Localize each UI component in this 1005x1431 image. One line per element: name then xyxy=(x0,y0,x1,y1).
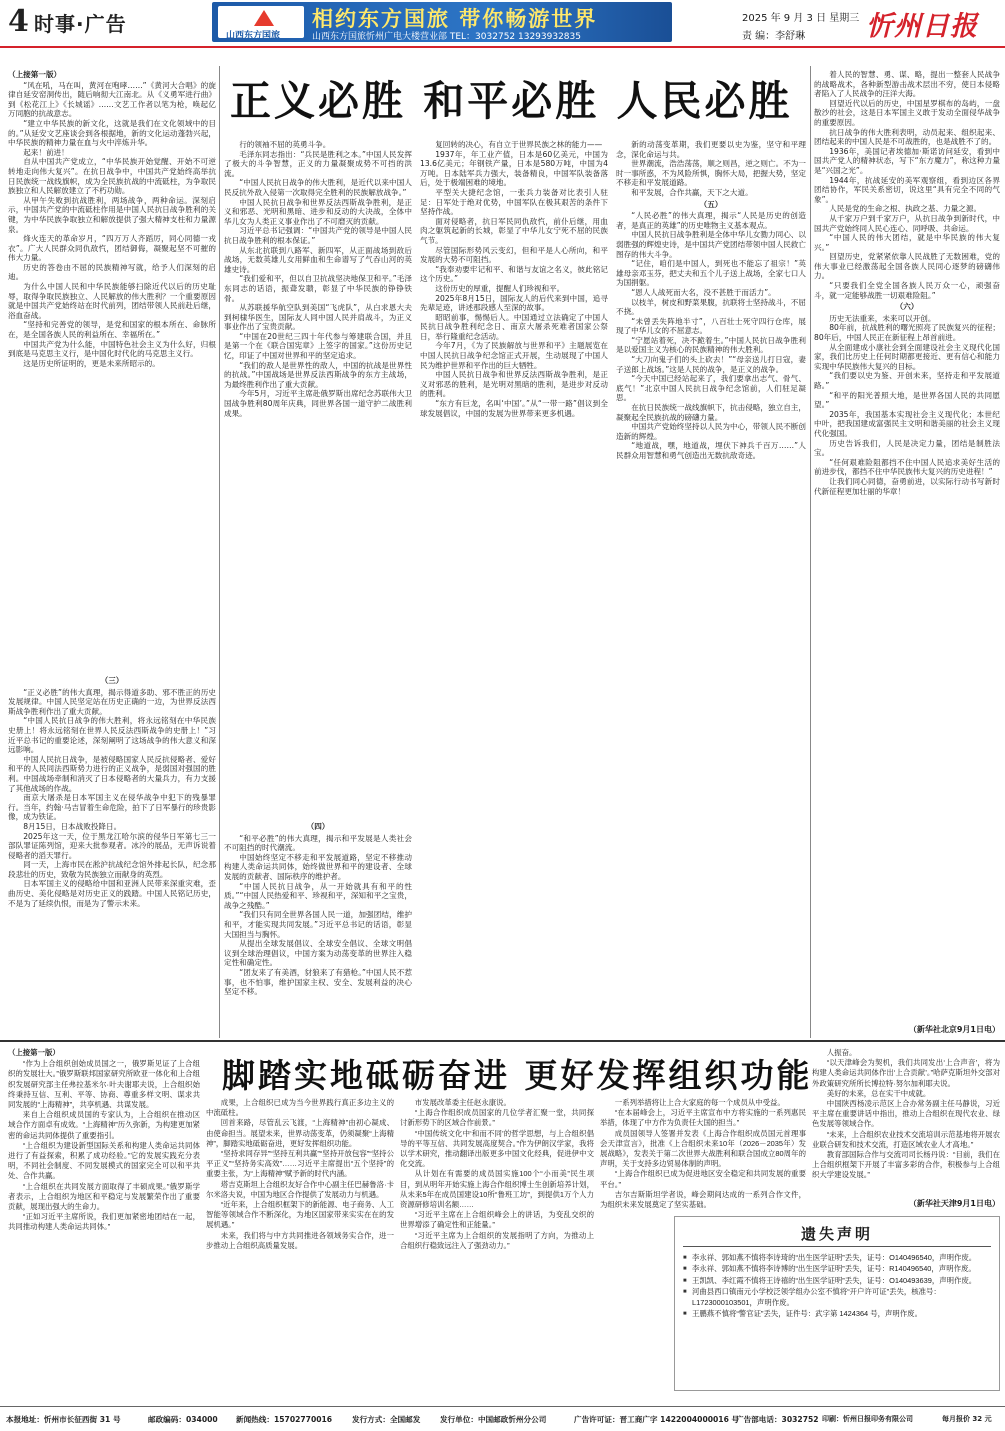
article-column-7 xyxy=(814,70,1000,1022)
paragraph: “正如习近平主席所说，我们更加紧密地团结在一起，共同推动构建人类命运共同体。” xyxy=(8,1212,200,1232)
paragraph: 世界潮流，浩浩荡荡，顺之则昌，逆之则亡。不为一时一事所惑，不为风险所惧，胸怀大局，把握大势，坚定不移走和平发展道路。 xyxy=(616,159,806,188)
article-column-1 xyxy=(8,1048,200,1404)
paragraph: 80年前，抗战胜利的曙光照亮了民族复兴的征程；80年后，中国人民正在新征程上昂首前进。 xyxy=(814,323,1000,343)
paragraph: 同一天，上海市民在淞沪抗战纪念馆外排起长队，纪念那段悲壮的历史，致敬为民族独立而献身的英烈。 xyxy=(8,860,216,879)
paragraph: 来自上合组织成员国的专家认为，上合组织在推动区域合作方面卓有成效。“上海精神”历久弥新，为构建更加紧密的命运共同体提供了重要指引。 xyxy=(8,1110,200,1140)
paragraph: 昭昭前事，惕惕后人。中国通过立法确定了中国人民抗日战争胜利纪念日、南京大屠杀死难者国家公祭日，举行隆重纪念活动。 xyxy=(420,312,608,341)
notice-item: ■ 河曲县西口镇南元小学校泛领学组办公室不慎将“开户许可证”丢失，核准号：L1723000103501，声明作废。 xyxy=(683,1287,993,1308)
footer-price: 每月报价 32 元 xyxy=(942,1415,992,1423)
paragraph: “记住，咱们是中国人，到死也不能忘了祖宗！”英雄母亲邓玉芬，把丈夫和五个儿子送上战场，全家七口人为国捐躯。 xyxy=(616,259,806,288)
notice-item: ■ 李永祥、郭如燕不慎将李诗琦的“出生医学证明”丢失，证号：O140496540，声明作废。 xyxy=(683,1253,993,1263)
paragraph: 市发展改革委主任赵永康说。 xyxy=(414,1098,511,1107)
paragraph: “风在吼，马在叫，黄河在咆哮……”《黄河大合唱》的旋律自延安窑洞传出，随后响彻大江南北。从《义勇军进行曲》到《松花江上》《长城谣》……文艺工作者以笔为枪，唤起亿万同胞的抗战意志。 xyxy=(8,80,216,119)
section-number: （五） xyxy=(699,199,723,209)
paragraph: “未来，上合组织农业技术交流培训示范基地将开展农业联合研发和技术交流，打造区域农业人才高地。” xyxy=(812,1129,1000,1149)
paragraph: “我们只有同全世界各国人民一道，加强团结，维护和平，才能实现共同发展。”习近平总书记的话语，彰显大国担当与胸怀。 xyxy=(224,910,412,939)
paragraph: 吉尔吉斯斯坦学者说，峰会期间达成的一系列合作文件，为组织未来发展奠定了坚实基础。 xyxy=(600,1189,806,1210)
column-rule xyxy=(810,66,811,1038)
paragraph: “作为上合组织创始成员国之一，俄罗斯见证了上合组织的发展壮大。”俄罗斯联邦国家研究所欧亚一体化和上合组织发展研究部主任弗拉基米尔·叶夫谢耶夫说，上合组织始终秉持互信、互利、平等、协商、尊重多样文明、谋求共同发展的“上海精神”，共享机遇、共谋发展。 xyxy=(8,1059,200,1110)
paragraph: 以枝羊，树皮和野菜果腹，抗联将士坚持战斗，不屈不挠。 xyxy=(616,297,806,317)
paragraph: “坚持和完善党的领导，是党和国家的根本所在、命脉所在，是全国各族人民的利益所在、幸福所在。” xyxy=(8,320,216,340)
lost-notice-box xyxy=(674,1216,1000,1391)
ad-contact: 山西东方国旅忻州广电大楼营业部 TEL：3032752 13293932835 xyxy=(312,32,581,42)
notice-item: ■ 王凯凯、李红霞不慎将王诗禧的“出生医学证明”丢失，证号：O140493639，声明作废。 xyxy=(683,1276,993,1286)
paragraph: 塔吉克斯坦上合组织友好合作中心副主任巴赫鲁洛·卡尔米洛夫说，中国为地区合作提供了发展动力与机遇。 xyxy=(206,1179,394,1199)
footer-news-phone: 新闻热线：15702770016 xyxy=(236,1415,333,1424)
issue-date: 2025 年 9 月 3 日 星期三 xyxy=(742,13,860,24)
notice-rule xyxy=(683,1246,991,1247)
column-text xyxy=(8,1059,200,1232)
paragraph: 行的领袖不屈的英勇斗争。 xyxy=(239,140,331,149)
paragraph: 2035年，我国基本实现社会主义现代化；本世纪中叶，把我国建成富强民主文明和谐美丽的社会主义现代化强国。 xyxy=(814,409,1000,438)
article-headline: 正义必胜 和平必胜 人民必胜 xyxy=(230,77,793,125)
paragraph: 中国人民抗日战争，是被侵略国家人民反抗侵略者、爱好和平的人民同法西斯势力进行的正义战争，是弱国对强国的胜利。中国战场牵制和消灭了日本侵略者的大量兵力，有力支援了其他战场的作战。 xyxy=(8,754,216,793)
paragraph: “上合组织为建设新型国际关系和构建人类命运共同体进行了有益探索，积累了成功经验。”它的发展实践充分表明，不同社会制度、不同发展模式的国家完全可以和平共处、合作共赢。 xyxy=(8,1140,200,1181)
column-text xyxy=(812,1048,1000,1181)
paragraph: 从东北抗联到八路军、新四军，从正面战场到敌后战场，无数英雄儿女用鲜血和生命谱写了气吞山河的英雄史诗。 xyxy=(224,245,412,274)
column-text xyxy=(600,1098,806,1210)
paragraph: 中国人民抗日战争胜利是全体中华儿女勠力同心、以弱胜强的辉煌史诗，是中国共产党团结带领中国人民救亡图存的伟大斗争。 xyxy=(616,230,806,259)
paragraph: “中国人民抗日战争的伟大胜利，是近代以来中国人民反抗外敌入侵第一次取得完全胜利的民族解放战争。” xyxy=(224,178,412,197)
paragraph: “我们要以史为鉴、开创未来，坚持走和平发展道路。” xyxy=(814,371,1000,390)
paragraph: 让我们同心同德，奋勇前进，以实际行动书写新时代新征程更加壮丽的华章！ xyxy=(814,476,1000,496)
article-column-5 xyxy=(420,140,608,1036)
paragraph: 中国共产党为什么能，中国特色社会主义为什么好，归根到底是马克思主义行，是中国化时代化的马克思主义行。 xyxy=(8,339,216,359)
article-column-4 xyxy=(224,820,412,1036)
header-rule xyxy=(0,46,1005,48)
article-headline: 脚踏实地砥砺奋进 更好发挥组织功能 xyxy=(222,1056,813,1095)
footer-ad-phone: 广告部电话：3032752 xyxy=(736,1415,819,1424)
paragraph: 从甲午失败到抗战胜利，两场战争，两种命运。深刻启示，中国共产党的中流砥柱作用是中国人民抗日战争胜利的关键，为中华民族争取独立和解放提供了强大精神支柱和力量源泉。 xyxy=(8,195,216,234)
paragraph: 未来，我们将与中方共同推进各领域务实合作，进一步推动上合组织高质量发展。 xyxy=(206,1230,394,1250)
paragraph: 成果，上合组织已成为当今世界践行真正多边主义的中流砥柱。 xyxy=(206,1098,394,1118)
ad-logo xyxy=(218,6,304,41)
paragraph: 起来！前进！ xyxy=(23,147,69,157)
paragraph: “中国传统文化中‘和而不同’的哲学思想，与上合组织倡导的平等互信、共同发展高度契合。”作为伊朗汉学家，我将以学术研究，推动翻译出版更多中国文化经典，促进伊中文化交流。 xyxy=(400,1128,594,1169)
paragraph: 中国陕西杨凌示范区上合办常务副主任马静说，习近平主席在重要讲话中指出，推动上合组织在现代农业、绿色发展等领域合作。 xyxy=(812,1099,1000,1129)
paragraph: 复回转的决心，有自立于世界民族之林的能力—— xyxy=(435,140,603,149)
paragraph: 回首来路，尽管乱云飞渡，“上海精神”由初心凝成、由使命担当。展望未来，世界动荡变革，仍须凝聚“上海精神”，脚踏实地砥砺奋进，更好发挥组织功能。 xyxy=(206,1118,394,1148)
paragraph: 8月15日，日本战败投降日。 xyxy=(23,821,122,831)
page-number: 4 xyxy=(8,4,29,39)
paragraph: 回望近代以后的历史，中国星罗棋布的岛屿，一盘散沙的社会，这是日本军国主义敢于发动全面侵华战争的重要原因。 xyxy=(814,98,1000,127)
column-text xyxy=(400,1098,594,1251)
paragraph: 抗日战争的伟大胜利表明，动员起来、组织起来、团结起来的中国人民是不可战胜的，也是战胜不了的。 xyxy=(814,127,1000,147)
paragraph: 和平发展，合作共赢，天下之大道。 xyxy=(631,187,753,197)
article-column-2 xyxy=(8,674,216,1036)
paragraph: 尽管国际形势风云变幻，但和平是人心所向，和平发展的大势不可阻挡。 xyxy=(420,245,608,265)
paragraph: 1944年，抗战延安的美军观察组，看到边区各界团结协作，军民关系密切，说这里“具有完全不同的气象”。 xyxy=(814,175,1000,204)
paragraph: 新的动荡变革期，我们更要以史为鉴，坚守和平理念，深化命运与共。 xyxy=(616,140,806,159)
paragraph: “我们爱和平，但以自卫抗战坚决地保卫和平。”毛泽东同志的话语，振聋发聩，彰显了中华民族的铮铮铁骨。 xyxy=(224,274,412,303)
paragraph: “我们的敌人是世界性的敌人，中国的抗战是世界性的抗战。”中国战场是世界反法西斯战争的东方主战场，为最终胜利作出了重大贡献。 xyxy=(224,360,412,389)
footer-address: 本报地址：忻州市长征西街 31 号 xyxy=(6,1415,121,1424)
paragraph: “习近平主席为上合组织的发展指明了方向，为推动上合组织行稳致远注入了强劲动力。” xyxy=(400,1230,594,1250)
paragraph: “习近平主席在上合组织峰会上的讲话，为变乱交织的世界增添了确定性和正能量。” xyxy=(400,1210,594,1230)
section-divider xyxy=(0,1040,1005,1042)
footer-ad-license: 广告许可证：晋工商广字 1422004000016 号 xyxy=(574,1415,740,1424)
paragraph: 从千家万户到千家万户，从抗日战争到新时代，中国共产党始终同人民心连心、同呼吸、共命运。 xyxy=(814,213,1000,233)
paragraph: 从苏联援华航空队到美国“飞虎队”，从白求恩大夫到柯棣华医生，国际友人同中国人民并肩战斗，为正义事业作出了宝贵贡献。 xyxy=(224,303,412,332)
paragraph: “东方有巨龙，名叫‘中国’。”从“一带一路”倡议到全球发展倡议，中国的发展为世界带来更多机遇。 xyxy=(420,399,608,418)
travel-logo-icon xyxy=(254,10,274,26)
section-name: 时事·广告 xyxy=(34,12,127,36)
paragraph: “人民必胜”的伟大真理，揭示“人民是历史的创造者，是真正的英雄”的历史唯物主义基本观点。 xyxy=(616,211,806,230)
paragraph: 人民是党的生命之根、执政之基、力量之源。 xyxy=(829,204,982,214)
paragraph: 日本军国主义的侵略给中国和亚洲人民带来深重灾难，歪曲历史、美化侵略是对历史正义的践踏。中国人民铭记历史，不是为了延续仇恨，而是为了警示未来。 xyxy=(8,879,216,908)
section-number: （三） xyxy=(100,676,124,685)
article-column-5 xyxy=(812,1048,1000,1208)
article-column-1 xyxy=(8,70,216,670)
paragraph: 中国共产党始终坚持以人民为中心，带领人民不断创造新的辉煌。 xyxy=(616,422,806,441)
footer xyxy=(0,1408,1005,1430)
footer-postcode: 邮政编码：034000 xyxy=(148,1415,218,1424)
paragraph: “地道战，嘿，地道战，埋伏下神兵千百万……”人民群众用智慧和勇气创造出无数抗敌奇迹。 xyxy=(616,441,806,460)
paragraph: “和平必胜”的伟大真理，揭示和平发展是人类社会不可阻挡的时代潮流。 xyxy=(224,833,412,853)
paragraph: 面对侵略者，抗日军民同仇敌忾，前仆后继，用血肉之躯筑起新的长城，彰显了中华儿女宁死不屈的民族气节。 xyxy=(420,216,608,245)
paragraph: “上海合作组织已成为促进地区安全稳定和共同发展的重要平台。” xyxy=(600,1169,806,1189)
paragraph: 今年7月，《为了民族解放与世界和平》主题展览在中国人民抗日战争纪念馆正式开展，生动展现了中国人民为维护世界和平作出的巨大牺牲。 xyxy=(420,341,608,370)
paragraph: 1936年，美国记者埃德加·斯诺访问延安，看到中国共产党人的精神状态，写下“东方魔力”，称这种力量是“兴国之光”。 xyxy=(814,146,1000,175)
paragraph: 教育部国际合作与交流司司长杨丹说：“目前，我们在上合组织框架下开展了丰富多彩的合作，积极参与上合组织大学建设发展。” xyxy=(812,1150,1000,1180)
paragraph: 这份历史的厚重，提醒人们珍视和平。 xyxy=(435,283,565,293)
paragraph: “坚持求同存异”“坚持互利共赢”“坚持开放包容”“坚持公平正义”“坚持务实高效”……习近平主席提出“五个坚持”的重要主张，为“上海精神”赋予新的时代内涵。 xyxy=(206,1149,394,1179)
paragraph: “未曾丢失阵地半寸”，八百壮士死守四行仓库，展现了中华儿女的不屈意志。 xyxy=(616,316,806,336)
paragraph: 历史无法重来，未来可以开创。 xyxy=(829,313,936,323)
footer-issue-unit: 发行单位：中国邮政忻州分公司 xyxy=(440,1415,547,1424)
paragraph: “中国人民抗日战争的伟大胜利，将永远铭刻在中华民族史册上！将永远铭刻在世界人民反法西斯战争的史册上！”习近平总书记的重要论述，深刻阐明了这场战争的伟大意义和深远影响。 xyxy=(8,716,216,755)
paragraph: “任何艰难险阻都挡不住中国人民追求美好生活的前进步伐，都挡不住中华民族伟大复兴的历史进程！” xyxy=(814,457,1000,477)
column-text xyxy=(616,140,806,461)
paragraph: 着人民的智慧、勇、谋、略，提出一整套人民战争的战略战术，各种新型游击战术层出不穷，使日本侵略者陷入了人民战争的汪洋大海。 xyxy=(814,70,1000,99)
paragraph: 成员国领导人签署并发表《上海合作组织成员国元首理事会天津宣言》，批准《上合组织未来10年（2026－2035年）发展战略》，发表关于第二次世界大战胜利和联合国成立80周年的声明，关于支持多边贸易体制的声明。 xyxy=(600,1128,806,1169)
paragraph: “只要我们全党全国各族人民万众一心，顽强奋斗，就一定能够战胜一切艰难险阻。” xyxy=(814,281,1000,300)
paragraph: 南京大屠杀是日本军国主义在侵华战争中犯下的残暴罪行。当年，约翰·马吉冒着生命危险，拍下了日军暴行的珍贵影像，成为铁证。 xyxy=(8,793,216,822)
column-rule xyxy=(219,66,220,1038)
paragraph: “大刀向鬼子们的头上砍去！”“母亲送儿打日寇，妻子送郎上战场。”这是人民的战争，是正义的战争。 xyxy=(616,355,806,374)
paragraph: 美好的未来，总在实干中成就。 xyxy=(826,1088,931,1098)
footer-rule xyxy=(0,1406,1005,1407)
paragraph: “今天中国已经站起来了，我们要拿出志气、骨气、底气！”北京中国人民抗日战争纪念馆前，人们驻足凝思。 xyxy=(616,374,806,403)
article-byline: （新华社北京9月1日电） xyxy=(908,1025,1000,1034)
article-column-3 xyxy=(400,1098,594,1404)
paragraph: 中国人民抗日战争和世界反法西斯战争胜利，是正义和邪恶、光明和黑暗、进步和反动的大决战，全体中华儿女为人类正义事业作出了不可磨灭的贡献。 xyxy=(224,197,412,226)
paragraph: “恩人人战死而大名，没不甚胜于而活力”。 xyxy=(631,287,776,297)
masthead xyxy=(0,0,1005,48)
paragraph: 平型关大捷纪念馆，一张兵力装备对比表引人驻足：日军处于绝对优势，中国军队在极其艰苦的条件下坚持作战。 xyxy=(420,187,608,217)
paragraph: “上合组织在共同发展方面取得了丰硕成果。”俄罗斯学者表示，上合组织为地区和平稳定与发展繁荣作出了重要贡献，展现出强大的生命力。 xyxy=(8,1181,200,1212)
paragraph: “中国人民的伟大团结，就是中华民族的伟大复兴。” xyxy=(814,233,1000,252)
notice-title: 遗失声明 xyxy=(800,1225,873,1243)
paragraph: 历史告诉我们，人民是决定力量，团结是制胜法宝。 xyxy=(814,438,1000,458)
footer-issuer: 发行方式：全国邮发 xyxy=(352,1415,421,1424)
paragraph: 中国人民抗日战争和世界反法西斯战争胜利，是正义对邪恶的胜利，是光明对黑暗的胜利，是进步对反动的胜利。 xyxy=(420,370,608,399)
article-byline: （新华社天津9月1日电） xyxy=(812,1198,1000,1209)
notice-list xyxy=(683,1253,993,1320)
ad-logo-text: 山西东方国旅 xyxy=(226,31,281,41)
paragraph: “建立中华民族的新文化，这就是我们在文化领域中的目的。”从延安文艺座谈会到各根据地，新的文化运动蓬勃兴起，中华民族的精神力量在血与火中淬炼升华。 xyxy=(8,118,216,148)
footer-printer: 印刷：忻州日报印务有限公司 xyxy=(822,1415,913,1423)
paragraph: “宁愿站着死，决不跪着生。”中国人民抗日战争胜利是以爱国主义为核心的民族精神的伟大胜利。 xyxy=(616,335,806,355)
column-text xyxy=(206,1098,394,1251)
paragraph: “上海合作组织成员国家的几位学者汇聚一堂，共同探讨新形势下的区域合作前景。” xyxy=(400,1108,594,1128)
paragraph: “近年来，上合组织框架下的新能源、电子商务、人工智能等领域合作不断深化，为地区国家带来实实在在的发展机遇。” xyxy=(206,1200,394,1230)
section-number: （六） xyxy=(895,302,919,312)
paragraph: “正义必胜”的伟大真理，揭示得道多助、邪不胜正的历史发展规律。中国人民坚定站在历史正确的一边，为世界反法西斯战争胜利作出了重大贡献。 xyxy=(8,687,216,716)
continued-label: （上接第一版） xyxy=(8,70,62,79)
column-text xyxy=(420,140,608,418)
paragraph: “我奉劝要牢记和平、和谐与友谊之名义，彼此铭记这个历史。” xyxy=(420,264,608,284)
paragraph: “中国在20世纪三四十年代参与筹建联合国，并且是第一个在《联合国宪章》上签字的国家。”这份历史记忆，印证了中国对世界和平的坚定追求。 xyxy=(224,331,412,361)
column-text xyxy=(8,676,216,908)
notice-item: ■ 王鹏燕不慎将“警官证”丢失，证件号：武字第 1424364 号，声明作废。 xyxy=(683,1309,993,1319)
paragraph: “在本届峰会上，习近平主席宣布中方将实施的一系列惠民举措，体现了中方作为负责任大国的担当。” xyxy=(600,1108,806,1128)
ad-slogan: 相约东方国旅 带你畅游世界 xyxy=(312,7,598,31)
paragraph: 在抗日民族统一战线旗帜下，抗击侵略，独立自主，凝聚起全民族抗战的磅礴力量。 xyxy=(616,403,806,422)
paragraph: 1937年，年工业产值，日本是60亿美元，中国为13.6亿美元；年钢铁产量，日本是580万吨，中国为4万吨。日本陆军兵力强大，装备精良，中国军队装备落后，处于极端困难的境地。 xyxy=(420,149,608,188)
paragraph: 回望历史，党紧紧依靠人民战胜了无数困难，党的伟大事业已经激荡起全国各族人民同心逐梦的磅礴伟力。 xyxy=(814,252,1000,281)
paragraph: 中国始终坚定不移走和平发展道路，坚定不移推动构建人类命运共同体，始终做世界和平的建设者、全球发展的贡献者、国际秩序的维护者。 xyxy=(224,852,412,881)
paragraph: 烽火连天的革命岁月，“四万万人齐蹈厉，同心同德一戎衣”。广大人民群众同仇敌忾，团结御侮，凝聚起坚不可摧的伟大力量。 xyxy=(8,234,216,263)
paragraph: 毛泽东同志指出：“兵民是胜利之本。”中国人民发挥了极大的斗争智慧，正义的力量凝聚成势不可挡的洪流。 xyxy=(224,149,412,178)
paragraph: “以天津峰会为契机，我们共同发出‘上合声音’，将为构建人类命运共同体作出‘上合贡献’。”哈萨克斯坦外交部对外政策研究所所长博拉特·努尔加利耶夫说。 xyxy=(812,1058,1000,1088)
column-text xyxy=(8,81,216,369)
paragraph: 自从中国共产党成立，“中华民族开始觉醒、开始不可逆转地走向伟大复兴”。在抗日战争中，中国共产党始终高举抗日民族统一战线旗帜，成为全民族抗战的中流砥柱，为争取民族独立和人民解放建立了不朽功勋。 xyxy=(8,157,216,196)
paragraph: 2025年8月15日，国际友人的后代来到中国，追寻先辈足迹，讲述那段感人至深的故事。 xyxy=(420,293,608,313)
article-column-6 xyxy=(616,140,806,1036)
paragraph: 这是历史所证明的，更是未来所昭示的。 xyxy=(23,358,160,368)
editor-line: 责 编：李舒琳 xyxy=(742,31,806,42)
paragraph: 习近平总书记强调：“中国共产党的领导是中国人民抗日战争胜利的根本保证。” xyxy=(224,226,412,245)
paragraph: 从全面建成小康社会到全面建设社会主义现代化国家，我们比历史上任何时期都更接近、更有信心和能力实现中华民族伟大复兴的目标。 xyxy=(814,342,1000,371)
paragraph: 为什么中国人民和中华民族能够扫除近代以后的历史耻辱，取得争取民族独立、人民解放的伟大胜利？一个重要原因就是中国共产党始终站在时代前列，团结带领人民前赴后继，浴血奋战。 xyxy=(8,282,216,320)
paragraph: 人振奋。 xyxy=(826,1048,857,1057)
column-text xyxy=(224,140,412,418)
paragraph: 一系列举措将让上合大家庭的每一个成员从中受益。 xyxy=(614,1098,785,1107)
paragraph: “中国人民抗日战争，从一开始就具有和平的性质。”“中国人民热爱和平、珍视和平，深知和平之宝贵，战争之残酷。” xyxy=(224,881,412,910)
paragraph: 今年5月，习近平主席赴俄罗斯出席纪念苏联伟大卫国战争胜利80周年庆典，同世界各国一道守护二战胜利成果。 xyxy=(224,389,412,418)
article-column-2 xyxy=(206,1098,394,1404)
column-text xyxy=(224,822,412,997)
paragraph: “团友来了有美酒，豺狼来了有猎枪。”中国人民不惹事，也不怕事，维护国家主权、安全、发展利益的决心坚定不移。 xyxy=(224,967,412,997)
paragraph: “和平的阳光普照大地，是世界各国人民的共同愿望。” xyxy=(814,390,1000,410)
newspaper-logo: 忻州日报 xyxy=(866,11,978,42)
paragraph: 历史的答卷由不屈的民族精神写就，给予人们深刻的启迪。 xyxy=(8,262,216,282)
paragraph: 2025年这一天，位于黑龙江哈尔滨的侵华日军第七三一部队罪证陈列馆，迎来大批参观者。冰冷的展品，无声诉说着侵略者的滔天罪行。 xyxy=(8,831,216,860)
paragraph: 从提出全球发展倡议、全球安全倡议、全球文明倡议到全球治理倡议，中国方案为动荡变革的世界注入稳定性和确定性。 xyxy=(224,939,412,968)
notice-item: ■ 李永祥、郭如燕不慎将李诗博的“出生医学证明”丢失，证号：R140496540，声明作废。 xyxy=(683,1264,993,1274)
column-text xyxy=(814,70,1000,496)
continued-label: （上接第一版） xyxy=(8,1048,60,1057)
paragraph: 从计划在有需要的成员国实施100个“小而美”民生项目，到从明年开始实施上海合作组织博士生创新培养计划，从未来5年在成员国建设10所“鲁班工坊”，到提供1万个人力资源研修培训名额…… xyxy=(400,1169,594,1210)
section-number: （四） xyxy=(306,822,330,831)
travel-ad-banner[interactable] xyxy=(212,2,672,42)
